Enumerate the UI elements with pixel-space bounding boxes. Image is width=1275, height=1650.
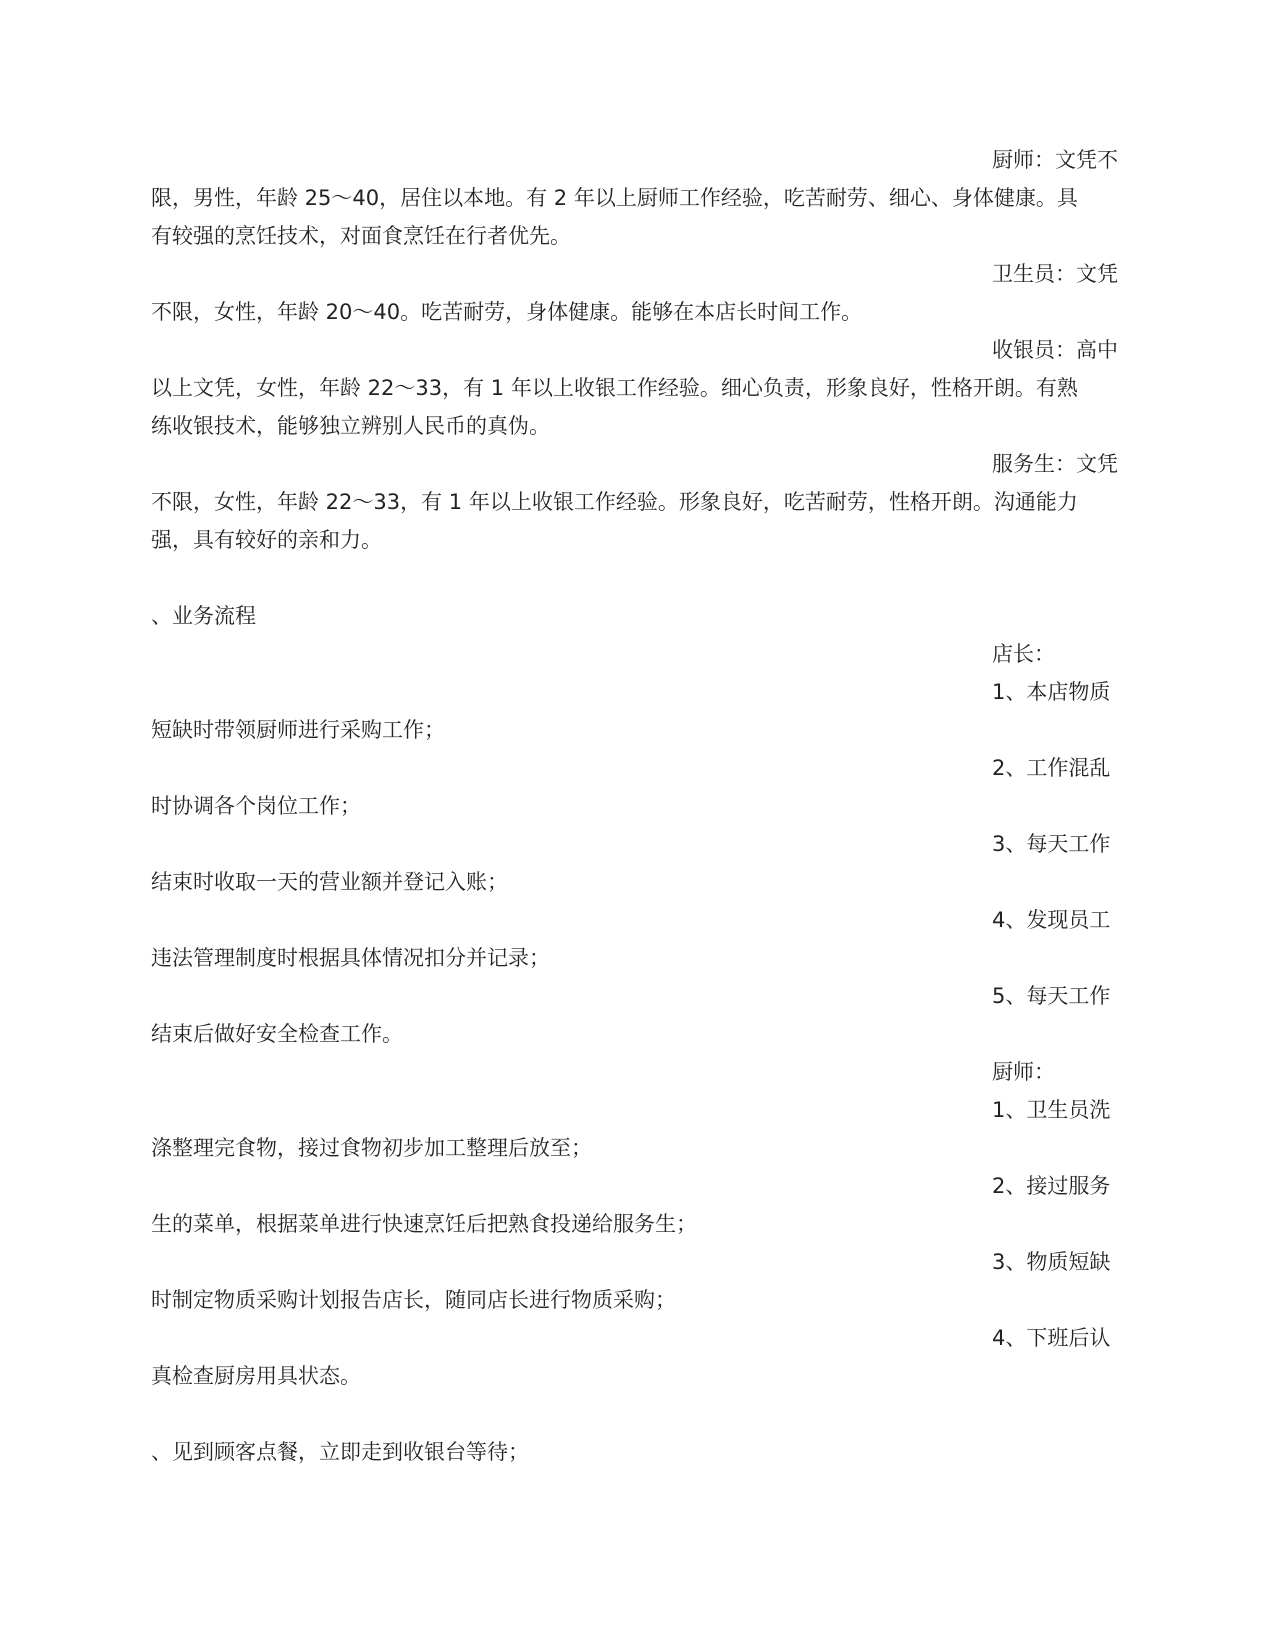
chef-item-3-text: 时制定物质采购计划报告店长，随同店长进行物质采购； [151,1288,676,1312]
manager-item-3-text: 结束时收取一天的营业额并登记入账； [151,870,508,894]
manager-item-5-text: 结束后做好安全检查工作。 [151,1022,403,1046]
chef-process-title: 厨师： [992,1060,1055,1084]
manager-item-1-text: 短缺时带领厨师进行采购工作； [151,718,445,742]
waiter-requirement-lead: 服务生：文凭 [992,452,1118,476]
chef-item-2-text: 生的菜单，根据菜单进行快速烹饪后把熟食投递给服务生； [151,1212,697,1236]
manager-item-1-lead: 1、本店物质 [992,680,1111,704]
cleaner-requirement-lead: 卫生员：文凭 [992,262,1118,286]
chef-item-2-lead: 2、接过服务 [992,1174,1111,1198]
chef-item-3-lead: 3、物质短缺 [992,1250,1111,1274]
cleaner-requirement-line-1: 不限，女性，年龄 20～40。吃苦耐劳，身体健康。能够在本店长时间工作。 [151,300,863,324]
waiter-requirement-line-1: 不限，女性，年龄 22～33，有 1 年以上收银工作经验。形象良好，吃苦耐劳，性格开朗。沟通能力 [151,490,1078,514]
manager-item-2-lead: 2、工作混乱 [992,756,1111,780]
manager-item-4-lead: 4、发现员工 [992,908,1111,932]
waiter-requirement-line-2: 强，具有较好的亲和力。 [151,528,382,552]
manager-item-4-text: 违法管理制度时根据具体情况扣分并记录； [151,946,550,970]
cashier-requirement-lead: 收银员：高中 [992,338,1118,362]
waiter-process-line: 、见到顾客点餐，立即走到收银台等待； [151,1440,529,1464]
chef-item-1-lead: 1、卫生员洗 [992,1098,1111,1122]
manager-title: 店长： [992,642,1055,666]
chef-item-4-text: 真检查厨房用具状态。 [151,1364,361,1388]
chef-item-4-lead: 4、下班后认 [992,1326,1111,1350]
cashier-requirement-line-2: 练收银技术，能够独立辨别人民币的真伪。 [151,414,550,438]
manager-item-3-lead: 3、每天工作 [992,832,1111,856]
chef-requirement-lead: 厨师：文凭不 [992,148,1118,172]
process-heading: 、业务流程 [151,604,256,628]
chef-requirement-line-1: 限，男性，年龄 25～40，居住以本地。有 2 年以上厨师工作经验，吃苦耐劳、细心、身体健康。具 [151,186,1078,210]
manager-item-5-lead: 5、每天工作 [992,984,1111,1008]
cashier-requirement-line-1: 以上文凭，女性，年龄 22～33，有 1 年以上收银工作经验。细心负责，形象良好，性格开朗。有熟 [151,376,1078,400]
chef-requirement-line-2: 有较强的烹饪技术，对面食烹饪在行者优先。 [151,224,571,248]
chef-item-1-text: 涤整理完食物，接过食物初步加工整理后放至； [151,1136,592,1160]
manager-item-2-text: 时协调各个岗位工作； [151,794,361,818]
